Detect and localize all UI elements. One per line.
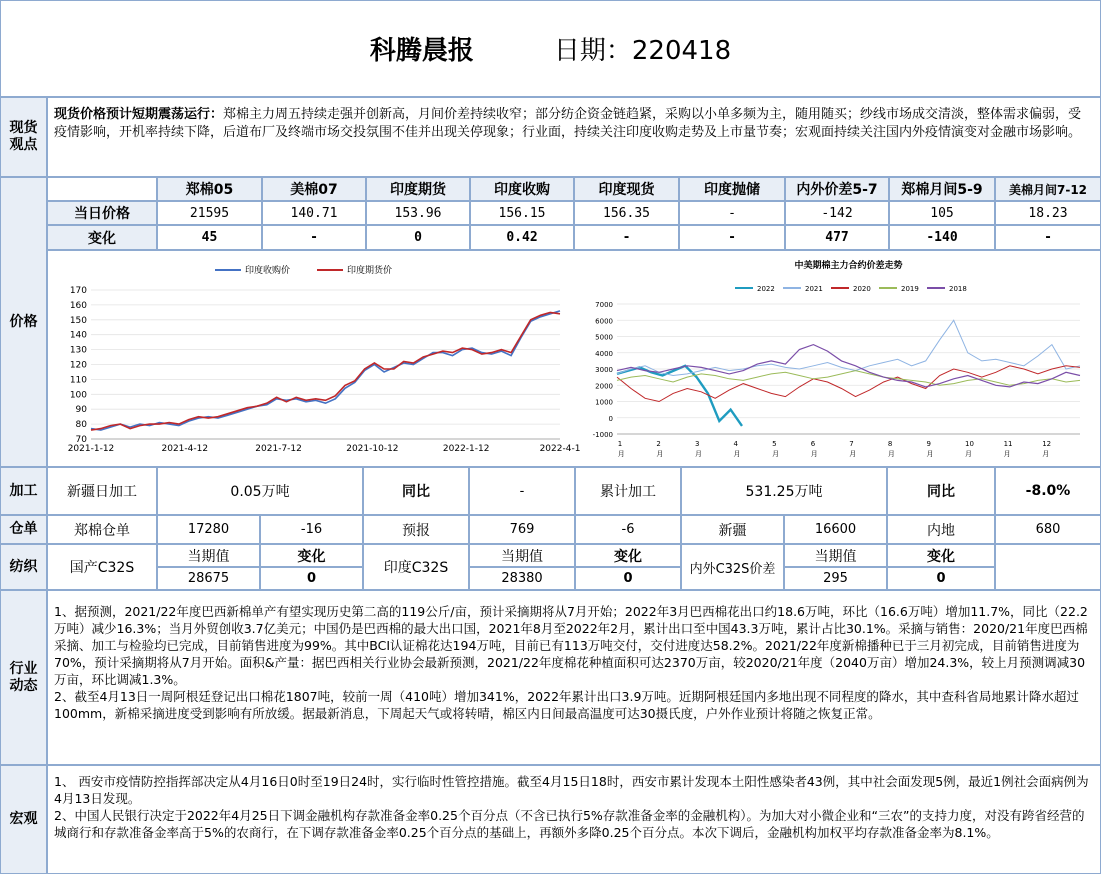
- legend-label-1: 印度期货价: [347, 266, 393, 276]
- spread-cur-label: 当期值: [784, 544, 887, 567]
- x-tick-label: 1: [617, 440, 623, 448]
- zce-warrant-change: -16: [260, 515, 363, 544]
- price-value-1: 140.71: [262, 201, 366, 225]
- price-change-8: -: [995, 225, 1101, 250]
- price-header-8: 美棉月间7-12: [995, 177, 1101, 201]
- series-line-3: [617, 371, 1080, 386]
- y-tick-label: 3000: [595, 366, 613, 374]
- xinjiang-label: 新疆: [681, 515, 784, 544]
- domestic-cur-label: 当期值: [157, 544, 260, 567]
- price-header-7: 郑棉月间5-9: [889, 177, 995, 201]
- price-value-0: 21595: [157, 201, 262, 225]
- yoy-label-2: 同比: [887, 467, 995, 515]
- price-value-4: 156.35: [574, 201, 679, 225]
- price-change-0: 45: [157, 225, 262, 250]
- report-date: 日期：220418: [553, 36, 732, 66]
- spread-chg-value: 0: [887, 567, 995, 590]
- x-tick-label: 月: [733, 450, 741, 458]
- domestic-chg-value: 0: [260, 567, 363, 590]
- x-tick-label: 11: [1003, 440, 1013, 448]
- x-tick-label: 月: [694, 450, 702, 458]
- legend-label-4: 2018: [949, 285, 967, 293]
- report-title: 科腾晨报: [369, 36, 474, 66]
- x-tick-label: 2021-1-12: [67, 444, 115, 454]
- x-tick-label: 5: [772, 440, 777, 448]
- price-header-5: 印度抛储: [679, 177, 785, 201]
- x-tick-label: 2021-10-12: [346, 444, 399, 454]
- y-tick-label: 100: [69, 390, 87, 401]
- series-line-2: [617, 366, 1080, 402]
- y-tick-label: 4000: [595, 349, 613, 358]
- yoy-label-1: 同比: [363, 467, 469, 515]
- legend-label-3: 2019: [901, 285, 919, 293]
- x-tick-label: 10: [965, 440, 974, 448]
- india-chg-value: 0: [575, 567, 681, 590]
- price-change-3: 0.42: [470, 225, 574, 250]
- price-change-2: 0: [366, 225, 470, 250]
- x-tick-label: 7: [849, 440, 854, 448]
- y-tick-label: 130: [69, 345, 87, 356]
- industry-label: 行业 动态: [0, 590, 47, 765]
- y-tick-label: 140: [69, 330, 87, 341]
- processing-label: 加工: [0, 467, 47, 515]
- cum-processing-label: 累计加工: [575, 467, 681, 515]
- y-tick-label: 7000: [595, 301, 613, 309]
- industry-news-text: 1、据预测，2021/22年度巴西新棉单产有望实现历史第二高的119公斤/亩，预计采摘期将从7月开始；2022年3月巴西棉花出口约18.6万吨，环比（16.6万吨）增加11.7%，同比（22.2万吨）减少16.3%；当月外贸创收3.7亿美元；中国仍是巴西棉的最大出口国，2021年8月至2022年2月，累计出口至中国43.3万吨，累计占比30.1%。采摘与销售：2020/21年度巴西棉采摘、加工与检验均已完成，目前销售进度为99%。其中BCI认证棉花达194万吨，目前已有113万吨交付，交付进度达58.2%。2021/22年度新棉播种已于三月初完成，目前销售进度为70%，预计采摘期将从7月开始。面积&产量：据巴西相关行业协会最新预测，2021/22年度棉花种植面积可达2370万亩，较2020/21年度（2040万亩）增加24.3%，较上月预测调减30万亩，环比调减1.3%。 2、截至4月13日一周阿根廷登记出口棉花1807吨，较前一周（410吨）增加341%，2022年累计出口3.9万吨。近期阿根廷国内多地出现不同程度的降水，其中查科省局地累计降水超过100mm，新棉采摘进度受到影响有所放缓。据最新消息，下周起天气或将转晴，棉区内日间最高温度可达30摄氏度，户外作业预计将随之恢复正常。: [47, 590, 1101, 765]
- x-tick-label: 4: [733, 440, 738, 448]
- zce-warrant-value: 17280: [157, 515, 260, 544]
- inland-value: 680: [995, 515, 1101, 544]
- x-tick-label: 月: [1042, 450, 1050, 458]
- x-tick-label: 9: [926, 440, 931, 448]
- x-tick-label: 月: [617, 450, 625, 458]
- y-tick-label: -1000: [592, 431, 613, 439]
- x-tick-label: 月: [656, 450, 664, 458]
- india-price-chart-svg: [55, 256, 581, 461]
- spot-view-lead: 现货价格预计短期震荡运行：: [54, 107, 224, 122]
- legend-label-1: 2021: [805, 285, 823, 293]
- india-cur-value: 28380: [469, 567, 575, 590]
- x-tick-label: 12: [1042, 440, 1052, 448]
- price-change-1: -: [262, 225, 366, 250]
- india-cur-label: 当期值: [469, 544, 575, 567]
- y-tick-label: 6000: [595, 317, 613, 326]
- cn-us-spread-chart: [585, 256, 1090, 461]
- xj-daily-processing-label: 新疆日加工: [47, 467, 157, 515]
- x-tick-label: 2: [656, 440, 661, 448]
- domestic-c32s-label: 国产C32S: [47, 544, 157, 590]
- price-value-3: 156.15: [470, 201, 574, 225]
- chart-title: 中美期棉主力合约价差走势: [794, 261, 903, 271]
- y-tick-label: 2000: [595, 382, 613, 391]
- price-header-4: 印度现货: [574, 177, 679, 201]
- price-header-0: 郑棉05: [157, 177, 262, 201]
- price-change-6: 477: [785, 225, 889, 250]
- y-tick-label: 150: [69, 315, 87, 326]
- yoy-value-1: -: [469, 467, 575, 515]
- price-change-7: -140: [889, 225, 995, 250]
- x-tick-label: 2021-7-12: [255, 444, 302, 454]
- domestic-cur-value: 28675: [157, 567, 260, 590]
- india-chg-label: 变化: [575, 544, 681, 567]
- spread-chg-label: 变化: [887, 544, 995, 567]
- zce-warrant-label: 郑棉仓单: [47, 515, 157, 544]
- legend-label-2: 2020: [853, 285, 871, 293]
- y-tick-label: 90: [75, 405, 87, 416]
- x-tick-label: 月: [810, 450, 818, 458]
- x-tick-label: 月: [926, 450, 934, 458]
- x-tick-label: 3: [694, 440, 700, 448]
- price-change-5: -: [679, 225, 785, 250]
- y-tick-label: 5000: [595, 333, 613, 342]
- price-header-6: 内外价差5-7: [785, 177, 889, 201]
- price-value-5: -: [679, 201, 785, 225]
- forecast-change: -6: [575, 515, 681, 544]
- cn-us-spread-chart-svg: [585, 256, 1090, 461]
- warehouse-label: 仓单: [0, 515, 47, 544]
- x-tick-label: 2021-4-12: [161, 444, 209, 454]
- textile-label: 纺织: [0, 544, 47, 590]
- xinjiang-value: 16600: [784, 515, 887, 544]
- x-tick-label: 月: [772, 450, 780, 458]
- y-tick-label: 110: [69, 375, 87, 386]
- x-tick-label: 2022-1-12: [442, 444, 490, 454]
- xj-daily-processing-value: 0.05万吨: [157, 467, 363, 515]
- title-bar: [0, 0, 1101, 97]
- row-label-price: 当日价格: [47, 201, 157, 225]
- forecast-label: 预报: [363, 515, 469, 544]
- price-table-corner: [47, 177, 157, 201]
- price-header-3: 印度收购: [470, 177, 574, 201]
- price-value-6: -142: [785, 201, 889, 225]
- spread-cur-value: 295: [784, 567, 887, 590]
- cum-processing-value: 531.25万吨: [681, 467, 887, 515]
- x-tick-label: 6: [810, 440, 816, 448]
- forecast-value: 769: [469, 515, 575, 544]
- price-value-2: 153.96: [366, 201, 470, 225]
- price-value-7: 105: [889, 201, 995, 225]
- spot-view-text: [47, 97, 1101, 177]
- y-tick-label: 160: [69, 300, 87, 311]
- series-line-0: [91, 311, 560, 430]
- series-line-1: [91, 312, 560, 430]
- x-tick-label: 2022-4-1: [539, 444, 581, 454]
- india-price-chart: [55, 256, 581, 461]
- price-value-8: 18.23: [995, 201, 1101, 225]
- y-tick-label: 70: [75, 435, 87, 445]
- spot-label: 现货 观点: [0, 97, 47, 177]
- price-header-2: 印度期货: [366, 177, 470, 201]
- yoy-value-2: -8.0%: [995, 467, 1101, 515]
- legend-label-0: 2022: [757, 285, 775, 293]
- price-label: 价格: [0, 177, 47, 467]
- macro-news-text: 1、 西安市疫情防控指挥部决定从4月16日0时至19日24时，实行临时性管控措施。截至4月15日18时，西安市累计发现本土阳性感染者43例，其中社会面发现5例，最近1例社会面病例为4月13日发现。 2、中国人民银行决定于2022年4月25日下调金融机构存款准备金率0.25个百分点（不含已执行5%存款准备金率的金融机构）。为加大对小微企业和“三农”的支持力度，对没有跨省经营的城商行和存款准备金率高于5%的农商行，在下调存款准备金率0.25个百分点的基础上，再额外多降0.25个百分点。本次下调后，金融机构加权平均存款准备金率为8.1%。: [47, 765, 1101, 874]
- y-tick-label: 0: [608, 414, 613, 423]
- x-tick-label: 月: [1003, 450, 1011, 458]
- x-tick-label: 月: [887, 450, 895, 458]
- y-tick-label: 120: [69, 360, 87, 371]
- textile-blank: [995, 544, 1101, 590]
- x-tick-label: 8: [887, 440, 893, 448]
- x-tick-label: 月: [849, 450, 857, 458]
- price-change-4: -: [574, 225, 679, 250]
- x-tick-label: 月: [965, 450, 973, 458]
- india-c32s-label: 印度C32S: [363, 544, 469, 590]
- y-tick-label: 80: [75, 420, 87, 431]
- price-header-1: 美棉07: [262, 177, 366, 201]
- inland-label: 内地: [887, 515, 995, 544]
- macro-label: 宏观: [0, 765, 47, 874]
- legend-label-0: 印度收购价: [245, 266, 291, 276]
- y-tick-label: 1000: [595, 398, 613, 407]
- y-tick-label: 170: [69, 286, 87, 296]
- spot-view-body: 郑棉主力周五持续走强并创新高，月间价差持续收窄；部分纺企资金链趋紧，采购以小单多频为主，随用随买；纱线市场成交清淡，整体需求偏弱，受疫情影响，开机率持续下降，后道布厂及终端市场交投氛围不佳并出现关停现象；行业面，持续关注印度收购走势及上市量节奏；宏观面持续关注国内外疫情演变对金融市场影响。: [54, 107, 1082, 140]
- spread-c32s-label: 内外C32S价差: [681, 544, 784, 590]
- row-label-change: 变化: [47, 225, 157, 250]
- domestic-chg-label: 变化: [260, 544, 363, 567]
